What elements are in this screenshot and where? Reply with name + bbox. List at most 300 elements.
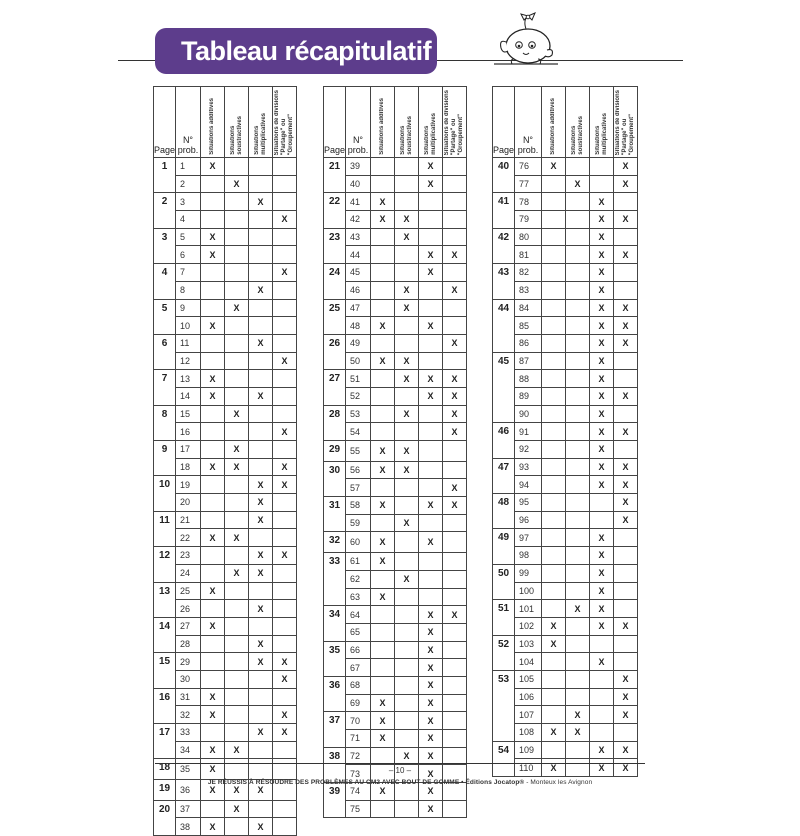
recap-table-3	[492, 86, 638, 777]
category-mark-cell	[542, 494, 566, 512]
category-mark-cell	[371, 641, 395, 659]
category-mark-cell	[419, 479, 443, 497]
category-mark-cell: X	[201, 582, 225, 600]
category-mark-cell: X	[225, 564, 249, 582]
category-mark-cell	[419, 405, 443, 423]
header-divisions: Situations de divisions "Partage" ou "Groupement"	[443, 87, 467, 158]
category-mark-cell	[249, 423, 273, 441]
category-mark-cell	[566, 670, 590, 688]
category-mark-cell	[371, 676, 395, 694]
category-mark-cell: X	[201, 158, 225, 176]
category-mark-cell: X	[371, 352, 395, 370]
problem-number-cell: 53	[346, 405, 371, 423]
category-mark-cell	[614, 653, 638, 671]
category-mark-cell	[273, 158, 297, 176]
category-mark-cell	[566, 494, 590, 512]
category-mark-cell: X	[419, 158, 443, 176]
category-mark-cell	[201, 423, 225, 441]
page-number-cell: 6	[154, 334, 176, 369]
category-mark-cell: X	[443, 479, 467, 497]
category-mark-cell: X	[419, 765, 443, 783]
category-mark-cell: X	[395, 441, 419, 462]
category-mark-cell	[249, 529, 273, 547]
table-row	[493, 158, 638, 176]
page-number-cell: 25	[324, 299, 346, 334]
category-mark-cell: X	[542, 617, 566, 635]
header-prob-number	[515, 87, 542, 158]
category-mark-cell	[201, 600, 225, 618]
category-mark-cell: X	[419, 694, 443, 712]
page-number-cell: 42	[493, 228, 515, 263]
problem-number-cell: 28	[176, 635, 201, 653]
category-mark-cell: X	[273, 423, 297, 441]
category-mark-cell	[614, 352, 638, 370]
category-mark-cell: X	[542, 724, 566, 742]
category-mark-cell: X	[273, 670, 297, 688]
category-mark-cell	[249, 317, 273, 335]
category-mark-cell	[443, 228, 467, 246]
problem-number-cell: 33	[176, 724, 201, 742]
problem-number-cell: 102	[515, 617, 542, 635]
category-mark-cell	[225, 193, 249, 211]
category-mark-cell	[371, 479, 395, 497]
category-mark-cell	[225, 246, 249, 264]
problem-number-cell: 18	[176, 458, 201, 476]
header-soustractives: Situations soustractives	[225, 87, 249, 158]
page-number-cell: 41	[493, 193, 515, 228]
category-mark-cell: X	[225, 299, 249, 317]
category-mark-cell	[273, 800, 297, 818]
category-mark-cell: X	[225, 741, 249, 759]
table-row	[324, 659, 467, 677]
category-mark-cell	[590, 158, 614, 176]
category-mark-cell	[419, 588, 443, 606]
problem-number-cell: 59	[346, 514, 371, 532]
table-row	[324, 299, 467, 317]
table-row	[493, 688, 638, 706]
category-mark-cell: X	[419, 246, 443, 264]
category-mark-cell	[249, 370, 273, 388]
category-mark-cell: X	[201, 370, 225, 388]
category-mark-cell: X	[201, 780, 225, 801]
page-number-cell: 47	[493, 458, 515, 493]
category-mark-cell	[566, 158, 590, 176]
category-mark-cell	[542, 211, 566, 229]
table-row	[154, 653, 297, 671]
table-row	[493, 193, 638, 211]
category-mark-cell: X	[419, 387, 443, 405]
category-mark-cell	[614, 529, 638, 547]
problem-number-cell: 14	[176, 387, 201, 405]
page-number-cell: 3	[154, 228, 176, 263]
category-mark-cell: X	[371, 461, 395, 479]
category-mark-cell	[225, 281, 249, 299]
category-mark-cell: X	[225, 780, 249, 801]
category-mark-cell	[614, 264, 638, 282]
table-row	[493, 228, 638, 246]
problem-number-cell: 72	[346, 747, 371, 765]
category-mark-cell	[542, 476, 566, 494]
category-mark-cell: X	[371, 317, 395, 335]
category-mark-cell: X	[273, 211, 297, 229]
category-mark-cell	[225, 228, 249, 246]
table-row	[154, 688, 297, 706]
category-mark-cell: X	[371, 694, 395, 712]
category-mark-cell	[371, 299, 395, 317]
category-mark-cell	[614, 564, 638, 582]
problem-number-cell: 74	[346, 783, 371, 801]
category-mark-cell	[371, 175, 395, 193]
category-mark-cell	[443, 352, 467, 370]
category-mark-cell: X	[614, 211, 638, 229]
category-mark-cell	[419, 570, 443, 588]
category-mark-cell	[371, 228, 395, 246]
category-mark-cell	[614, 547, 638, 565]
category-mark-cell: X	[201, 617, 225, 635]
header-divisions: Situations de divisions "Partage" ou "Groupement"	[273, 87, 297, 158]
table-row	[154, 211, 297, 229]
problem-number-cell: 98	[515, 547, 542, 565]
category-mark-cell	[542, 529, 566, 547]
table-row	[324, 387, 467, 405]
table-row	[324, 441, 467, 462]
table-row	[493, 405, 638, 423]
category-mark-cell	[614, 370, 638, 388]
category-mark-cell	[249, 158, 273, 176]
page-number-cell: 27	[324, 370, 346, 405]
category-mark-cell: X	[395, 514, 419, 532]
category-mark-cell: X	[542, 635, 566, 653]
table-row	[324, 211, 467, 229]
category-mark-cell: X	[249, 387, 273, 405]
table-row	[493, 458, 638, 476]
table-row	[324, 712, 467, 730]
category-mark-cell	[201, 441, 225, 459]
category-mark-cell	[201, 193, 225, 211]
category-mark-cell	[566, 741, 590, 759]
problem-number-cell: 9	[176, 299, 201, 317]
category-mark-cell	[566, 405, 590, 423]
category-mark-cell	[443, 299, 467, 317]
table-row	[324, 193, 467, 211]
category-mark-cell	[273, 387, 297, 405]
table-row	[493, 352, 638, 370]
problem-number-cell: 96	[515, 511, 542, 529]
category-mark-cell	[542, 600, 566, 618]
table-row	[493, 334, 638, 352]
category-mark-cell: X	[590, 211, 614, 229]
page-number-cell: 24	[324, 264, 346, 299]
table-row	[154, 724, 297, 742]
problem-number-cell: 93	[515, 458, 542, 476]
problem-number-cell: 91	[515, 423, 542, 441]
category-mark-cell: X	[419, 175, 443, 193]
table-row	[324, 461, 467, 479]
category-mark-cell	[201, 299, 225, 317]
table-row	[154, 334, 297, 352]
page-number-cell: 53	[493, 670, 515, 741]
table-row	[324, 730, 467, 748]
category-mark-cell	[225, 264, 249, 282]
category-mark-cell: X	[419, 317, 443, 335]
table-row	[154, 582, 297, 600]
category-mark-cell	[542, 670, 566, 688]
category-mark-cell	[590, 724, 614, 742]
category-mark-cell	[225, 158, 249, 176]
category-mark-cell	[249, 688, 273, 706]
table-row	[493, 617, 638, 635]
problem-number-cell: 71	[346, 730, 371, 748]
footer-separator: •	[461, 779, 464, 786]
category-mark-cell	[614, 228, 638, 246]
category-mark-cell	[566, 582, 590, 600]
category-mark-cell	[201, 494, 225, 512]
category-mark-cell	[273, 818, 297, 836]
category-mark-cell: X	[395, 405, 419, 423]
category-mark-cell: X	[249, 780, 273, 801]
category-mark-cell: X	[273, 706, 297, 724]
category-mark-cell: X	[249, 547, 273, 565]
category-mark-cell	[419, 334, 443, 352]
category-mark-cell	[419, 441, 443, 462]
problem-number-cell: 62	[346, 570, 371, 588]
category-mark-cell	[273, 582, 297, 600]
table-row	[154, 405, 297, 423]
problem-number-cell: 8	[176, 281, 201, 299]
category-mark-cell: X	[249, 653, 273, 671]
page-number-cell: 21	[324, 158, 346, 193]
category-mark-cell	[249, 211, 273, 229]
problem-number-cell: 69	[346, 694, 371, 712]
category-mark-cell	[443, 193, 467, 211]
category-mark-cell	[542, 387, 566, 405]
table-row	[493, 494, 638, 512]
category-mark-cell: X	[590, 741, 614, 759]
problem-number-cell: 51	[346, 370, 371, 388]
category-mark-cell	[249, 405, 273, 423]
category-mark-cell	[566, 299, 590, 317]
table-row	[324, 352, 467, 370]
category-mark-cell: X	[443, 497, 467, 515]
category-mark-cell: X	[566, 706, 590, 724]
table-row	[493, 635, 638, 653]
category-mark-cell: X	[590, 246, 614, 264]
table-row	[324, 606, 467, 624]
problem-number-cell: 19	[176, 476, 201, 494]
category-mark-cell: X	[590, 617, 614, 635]
page-number-cell: 22	[324, 193, 346, 228]
problem-number-cell: 37	[176, 800, 201, 818]
category-mark-cell	[225, 635, 249, 653]
category-mark-cell: X	[590, 317, 614, 335]
table-row	[493, 370, 638, 388]
page-number-cell: 52	[493, 635, 515, 670]
problem-number-cell: 70	[346, 712, 371, 730]
category-mark-cell	[395, 264, 419, 282]
category-mark-cell	[249, 670, 273, 688]
category-mark-cell	[371, 423, 395, 441]
table-row	[324, 175, 467, 193]
category-mark-cell	[201, 352, 225, 370]
problem-number-cell: 68	[346, 676, 371, 694]
table-row	[154, 529, 297, 547]
category-mark-cell	[371, 387, 395, 405]
problem-number-cell: 63	[346, 588, 371, 606]
problem-number-cell: 48	[346, 317, 371, 335]
table-row	[154, 193, 297, 211]
page-number-cell: 48	[493, 494, 515, 529]
table-row	[154, 741, 297, 759]
recap-table-2	[323, 86, 467, 818]
category-mark-cell	[614, 281, 638, 299]
problem-number-cell: 24	[176, 564, 201, 582]
category-mark-cell	[395, 588, 419, 606]
category-mark-cell	[542, 653, 566, 671]
table-row	[493, 317, 638, 335]
category-mark-cell: X	[590, 299, 614, 317]
category-mark-cell: X	[371, 441, 395, 462]
table-row	[154, 617, 297, 635]
category-mark-cell: X	[419, 370, 443, 388]
problem-number-cell: 57	[346, 479, 371, 497]
category-mark-cell: X	[590, 387, 614, 405]
category-mark-cell	[371, 800, 395, 818]
category-mark-cell: X	[395, 352, 419, 370]
category-mark-cell: X	[590, 334, 614, 352]
problem-number-cell: 95	[515, 494, 542, 512]
table-row	[324, 641, 467, 659]
category-mark-cell	[225, 423, 249, 441]
category-mark-cell: X	[201, 706, 225, 724]
page-number-cell: 50	[493, 564, 515, 599]
problem-number-cell: 66	[346, 641, 371, 659]
category-mark-cell: X	[225, 405, 249, 423]
category-mark-cell: X	[371, 553, 395, 571]
category-mark-cell	[443, 461, 467, 479]
table-row	[324, 370, 467, 388]
category-mark-cell	[542, 688, 566, 706]
problem-number-cell: 67	[346, 659, 371, 677]
category-mark-cell	[614, 405, 638, 423]
category-mark-cell: X	[419, 730, 443, 748]
category-mark-cell: X	[614, 494, 638, 512]
category-mark-cell	[443, 800, 467, 818]
header-additives: Situations additives	[542, 87, 566, 158]
category-mark-cell: X	[249, 193, 273, 211]
category-mark-cell	[201, 476, 225, 494]
category-mark-cell: X	[201, 317, 225, 335]
page-number-cell: 7	[154, 370, 176, 405]
header-prob-label: N° prob.	[177, 135, 199, 155]
table-row	[493, 547, 638, 565]
category-mark-cell: X	[249, 818, 273, 836]
category-mark-cell: X	[614, 423, 638, 441]
page-number-cell: 29	[324, 441, 346, 462]
category-mark-cell	[395, 800, 419, 818]
category-mark-cell	[273, 228, 297, 246]
category-mark-cell: X	[419, 783, 443, 801]
table-row	[493, 724, 638, 742]
table-row	[154, 423, 297, 441]
problem-number-cell: 45	[346, 264, 371, 282]
table-row	[154, 352, 297, 370]
problem-number-cell: 39	[346, 158, 371, 176]
category-mark-cell	[371, 246, 395, 264]
category-mark-cell: X	[249, 564, 273, 582]
category-mark-cell	[395, 641, 419, 659]
page-number-cell: 33	[324, 553, 346, 606]
category-mark-cell: X	[395, 370, 419, 388]
problem-number-cell: 61	[346, 553, 371, 571]
table-row	[154, 264, 297, 282]
category-mark-cell: X	[614, 511, 638, 529]
problem-number-cell: 41	[346, 193, 371, 211]
category-mark-cell: X	[201, 741, 225, 759]
problem-number-cell: 106	[515, 688, 542, 706]
page-number-cell: 17	[154, 724, 176, 759]
category-mark-cell: X	[201, 688, 225, 706]
category-mark-cell	[249, 246, 273, 264]
category-mark-cell: X	[249, 494, 273, 512]
category-mark-cell	[273, 564, 297, 582]
category-mark-cell	[273, 600, 297, 618]
category-mark-cell: X	[419, 747, 443, 765]
category-mark-cell	[371, 158, 395, 176]
table-row	[154, 635, 297, 653]
category-mark-cell	[566, 281, 590, 299]
category-mark-cell	[542, 370, 566, 388]
problem-number-cell: 4	[176, 211, 201, 229]
page-number-cell: 31	[324, 497, 346, 532]
category-mark-cell	[225, 511, 249, 529]
category-mark-cell	[273, 511, 297, 529]
page-number-cell: 45	[493, 352, 515, 423]
category-mark-cell	[614, 724, 638, 742]
table-row	[154, 547, 297, 565]
category-mark-cell	[395, 553, 419, 571]
table-row	[154, 317, 297, 335]
table-row	[154, 387, 297, 405]
category-mark-cell	[273, 317, 297, 335]
page-number-cell: 19	[154, 780, 176, 801]
category-mark-cell	[273, 494, 297, 512]
category-mark-cell	[249, 800, 273, 818]
problem-number-cell: 23	[176, 547, 201, 565]
header-additives: Situations additives	[201, 87, 225, 158]
category-mark-cell	[225, 653, 249, 671]
table-row	[154, 228, 297, 246]
problem-number-cell: 38	[176, 818, 201, 836]
table-row	[154, 175, 297, 193]
problem-number-cell: 30	[176, 670, 201, 688]
category-mark-cell	[566, 529, 590, 547]
category-mark-cell: X	[590, 193, 614, 211]
table-row	[324, 479, 467, 497]
category-mark-cell	[542, 564, 566, 582]
category-mark-cell	[542, 706, 566, 724]
problem-number-cell: 5	[176, 228, 201, 246]
table-row	[154, 299, 297, 317]
problem-number-cell: 11	[176, 334, 201, 352]
category-mark-cell	[371, 281, 395, 299]
category-mark-cell: X	[395, 228, 419, 246]
category-mark-cell	[443, 211, 467, 229]
category-mark-cell: X	[371, 783, 395, 801]
category-mark-cell	[419, 514, 443, 532]
table-row	[324, 264, 467, 282]
category-mark-cell: X	[273, 352, 297, 370]
header-page: Page	[154, 87, 176, 158]
